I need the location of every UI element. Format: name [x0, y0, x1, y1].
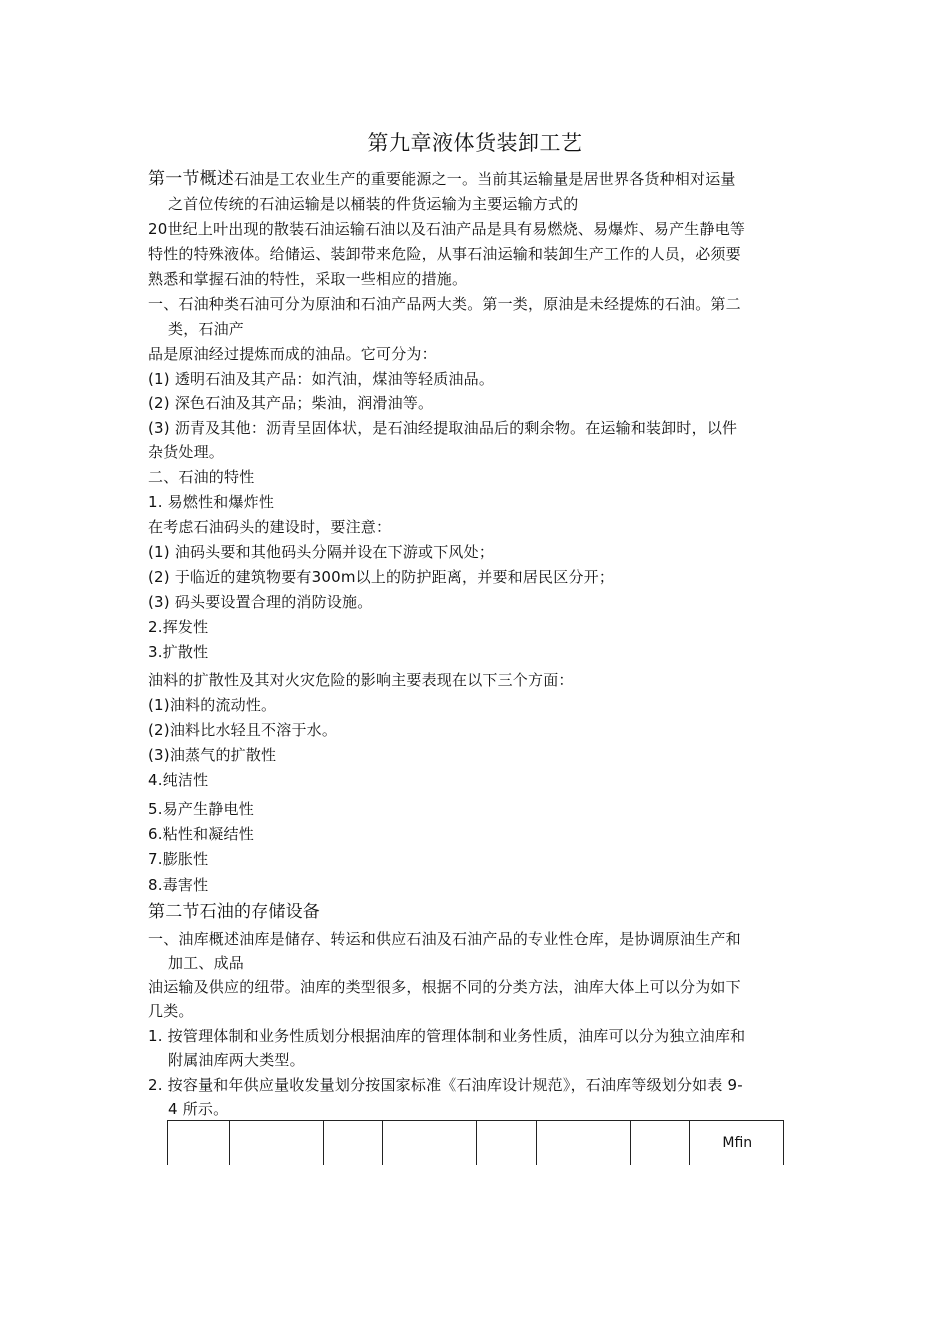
- list-item: (3)油蒸气的扩散性: [148, 746, 277, 764]
- list-item: (2) 于临近的建筑物要有300m以上的防护距离，并要和居民区分开；: [148, 568, 615, 586]
- list-item: 2. 按容量和年供应量收发量划分按国家标准《石油库设计规范》，石油库等级划分如表 9-: [148, 1076, 743, 1094]
- table-cell: [323, 1121, 382, 1165]
- paragraph-line: 杂货处理。: [148, 443, 225, 461]
- list-item: (1) 透明石油及其产品：如汽油，煤油等轻质油品。: [148, 370, 495, 388]
- list-item: (1)油料的流动性。: [148, 696, 277, 714]
- table-cell: [168, 1121, 229, 1165]
- paragraph-line: 之首位传统的石油运输是以桶装的件货运输为主要运输方式的: [168, 195, 579, 213]
- section-1-paragraph-line: [148, 168, 736, 190]
- paragraph-line: 熟悉和掌握石油的特性，采取一些相应的措施。: [148, 270, 468, 288]
- section-1-heading: 第一节概述: [148, 169, 234, 189]
- list-item: 7.膨胀性: [148, 850, 209, 868]
- table-grid: [168, 1121, 785, 1165]
- table-cell: [536, 1121, 630, 1165]
- paragraph-line: 几类。: [148, 1002, 194, 1020]
- list-item: (3) 码头要设置合理的消防设施。: [148, 593, 373, 611]
- table-cell: Mfin: [722, 1135, 753, 1151]
- table-cell: [382, 1121, 476, 1165]
- list-item: 6.粘性和凝结性: [148, 825, 254, 843]
- paragraph-line: 20世纪上叶出现的散装石油运输石油以及石油产品是具有易燃烧、易爆炸、易产生静电等: [148, 220, 746, 238]
- table-row: [168, 1121, 785, 1165]
- section-1-text: 石油是工农业生产的重要能源之一。当前其运输量是居世界各货种相对运量: [234, 170, 736, 188]
- section-2-heading: 第二节石油的存储设备: [148, 902, 320, 922]
- list-item: 8.毒害性: [148, 876, 209, 894]
- list-item: (1) 油码头要和其他码头分隔并设在下游或下风处；: [148, 543, 495, 561]
- subheading: 二、石油的特性: [148, 468, 255, 486]
- paragraph-line: 一、石油种类石油可分为原油和石油产品两大类。第一类，原油是未经提炼的石油。第二: [148, 295, 741, 313]
- list-item: (2)油料比水轻且不溶于水。: [148, 721, 338, 739]
- paragraph-line: 类，石油产: [168, 320, 245, 338]
- list-item: (3) 沥青及其他：沥青呈固体状，是石油经提取油品后的剩余物。在运输和装卸时，以件: [148, 419, 738, 437]
- list-item: 1. 易燃性和爆炸性: [148, 493, 275, 511]
- paragraph-line: 油运输及供应的纽带。油库的类型很多，根据不同的分类方法，油库大体上可以分为如下: [148, 978, 741, 996]
- list-item: 3.扩散性: [148, 643, 209, 661]
- list-item: 5.易产生静电性: [148, 800, 254, 818]
- paragraph-line: 一、油库概述油库是储存、转运和供应石油及石油产品的专业性仓库，是协调原油生产和: [148, 930, 741, 948]
- paragraph-line: 附属油库两大类型。: [168, 1051, 305, 1069]
- table-cell: [630, 1121, 689, 1165]
- page-title: 第九章液体货装卸工艺: [367, 131, 583, 155]
- paragraph-line: 加工、成品: [168, 954, 245, 972]
- paragraph-line: 品是原油经过提炼而成的油品。它可分为：: [148, 345, 437, 363]
- table-cell: [476, 1121, 536, 1165]
- list-item: (2) 深色石油及其产品；柴油，润滑油等。: [148, 394, 434, 412]
- paragraph-line: 特性的特殊液体。给储运、装卸带来危险，从事石油运输和装卸生产工作的人员，必须要: [148, 245, 741, 263]
- list-item: 1. 按管理体制和业务性质划分根据油库的管理体制和业务性质，油库可以分为独立油库和: [148, 1027, 746, 1045]
- paragraph-line: 油料的扩散性及其对火灾危险的影响主要表现在以下三个方面：: [148, 671, 574, 689]
- depot-grade-table: [167, 1120, 784, 1165]
- paragraph-line: 在考虑石油码头的建设时，要注意：: [148, 518, 392, 536]
- list-item: 4.纯洁性: [148, 771, 209, 789]
- list-item: 2.挥发性: [148, 618, 209, 636]
- table-cell: [229, 1121, 323, 1165]
- paragraph-line: 4 所示。: [168, 1100, 229, 1118]
